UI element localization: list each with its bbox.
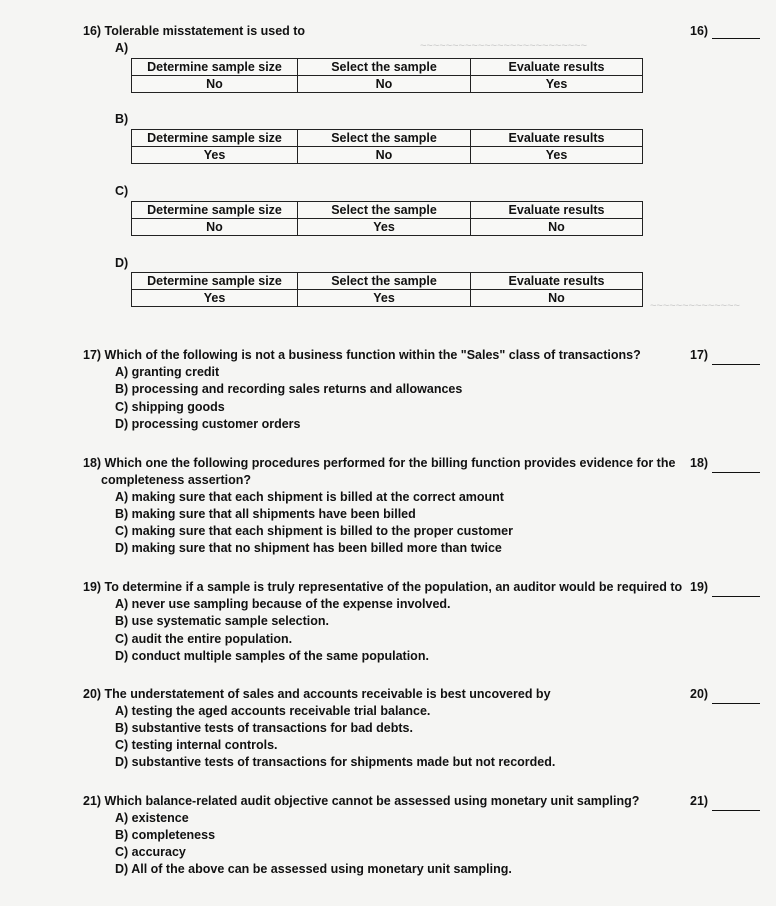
q16-option-d-table	[131, 272, 643, 307]
q21-option-d: D) All of the above can be assessed using monetary unit sampling.	[115, 862, 512, 876]
header-sample-size: Determine sample size	[132, 202, 298, 219]
answer-blank-21[interactable]	[712, 810, 760, 811]
cell-value: Yes	[132, 147, 298, 164]
emphasis-not: not	[255, 348, 275, 362]
question-20-number: 20)	[690, 687, 709, 701]
q16-option-b-label: B)	[115, 112, 129, 126]
q17-option-a: A) granting credit	[115, 365, 220, 379]
answer-blank-17[interactable]	[712, 364, 760, 365]
header-sample-size: Determine sample size	[132, 59, 298, 76]
q19-option-b: B) use systematic sample selection.	[115, 614, 329, 628]
q20-option-a: A) testing the aged accounts receivable trial balance.	[115, 704, 431, 718]
header-evaluate-results: Evaluate results	[471, 202, 643, 219]
header-evaluate-results: Evaluate results	[471, 59, 643, 76]
question-18-number: 18)	[690, 456, 709, 470]
bleed-through-text: ~~~~~~~~~~~~~~~~~~~~~~~~~~	[420, 40, 588, 52]
q20-option-b: B) substantive tests of transactions for bad debts.	[115, 721, 413, 735]
q18-option-c: C) making sure that each shipment is billed to the proper customer	[115, 524, 513, 538]
q21-option-b: B) completeness	[115, 828, 216, 842]
header-sample-size: Determine sample size	[132, 130, 298, 147]
q17-option-c: C) shipping goods	[115, 400, 225, 414]
bleed-through-text: ~~~~~~~~~~~~~~	[650, 300, 740, 312]
question-18-text-line2: completeness assertion?	[101, 473, 252, 487]
header-evaluate-results: Evaluate results	[471, 273, 643, 290]
question-21-text: 21) Which balance-related audit objective cannot be assessed using monetary unit sampling?	[83, 794, 640, 808]
question-16-text: 16) Tolerable misstatement is used to	[83, 24, 306, 38]
q16-option-b-table	[131, 129, 643, 164]
cell-value: No	[132, 219, 298, 236]
q20-option-c: C) testing internal controls.	[115, 738, 278, 752]
question-20-text: 20) The understatement of sales and accounts receivable is best uncovered by	[83, 687, 551, 701]
header-select-sample: Select the sample	[298, 273, 471, 290]
cell-value: No	[471, 219, 643, 236]
q18-option-b: B) making sure that all shipments have been billed	[115, 507, 416, 521]
q17-option-b: B) processing and recording sales returns and allowances	[115, 382, 463, 396]
cell-value: Yes	[471, 147, 643, 164]
cell-value: No	[298, 147, 471, 164]
header-evaluate-results: Evaluate results	[471, 130, 643, 147]
answer-blank-16[interactable]	[712, 38, 760, 39]
header-select-sample: Select the sample	[298, 202, 471, 219]
q19-option-c: C) audit the entire population.	[115, 632, 293, 646]
header-select-sample: Select the sample	[298, 130, 471, 147]
cell-value: Yes	[132, 290, 298, 307]
question-18-text-line1: 18) Which one the following procedures performed for the billing function provides evidence for the	[83, 456, 676, 470]
header-select-sample: Select the sample	[298, 59, 471, 76]
question-21-number: 21)	[690, 794, 709, 808]
cell-value: No	[298, 76, 471, 93]
question-17-text: 17) Which of the following is not a business function within the "Sales" class of transactions?	[83, 348, 641, 362]
answer-blank-18[interactable]	[712, 472, 760, 473]
emphasis-cannot: cannot	[331, 794, 373, 808]
q16-option-d-label: D)	[115, 256, 129, 270]
q20-option-d: D) substantive tests of transactions for shipments made but not recorded.	[115, 755, 556, 769]
q18-option-a: A) making sure that each shipment is billed at the correct amount	[115, 490, 504, 504]
q16-option-c-label: C)	[115, 184, 129, 198]
cell-value: Yes	[471, 76, 643, 93]
cell-value: Yes	[298, 290, 471, 307]
q18-option-d: D) making sure that no shipment has been billed more than twice	[115, 541, 502, 555]
q19-option-d: D) conduct multiple samples of the same population.	[115, 649, 429, 663]
header-sample-size: Determine sample size	[132, 273, 298, 290]
question-17-number: 17)	[690, 348, 709, 362]
q21-option-a: A) existence	[115, 811, 189, 825]
q16-option-a-table	[131, 58, 643, 93]
q19-option-a: A) never use sampling because of the expense involved.	[115, 597, 451, 611]
q21-option-c: C) accuracy	[115, 845, 186, 859]
question-19-number: 19)	[690, 580, 709, 594]
cell-value: Yes	[298, 219, 471, 236]
answer-blank-20[interactable]	[712, 703, 760, 704]
q17-option-d: D) processing customer orders	[115, 417, 301, 431]
cell-value: No	[132, 76, 298, 93]
q16-option-c-table	[131, 201, 643, 236]
answer-blank-19[interactable]	[712, 596, 760, 597]
cell-value: No	[471, 290, 643, 307]
q16-option-a-label: A)	[115, 41, 129, 55]
question-19-text: 19) To determine if a sample is truly representative of the population, an auditor would be required to	[83, 580, 683, 594]
question-16-number: 16)	[690, 24, 709, 38]
